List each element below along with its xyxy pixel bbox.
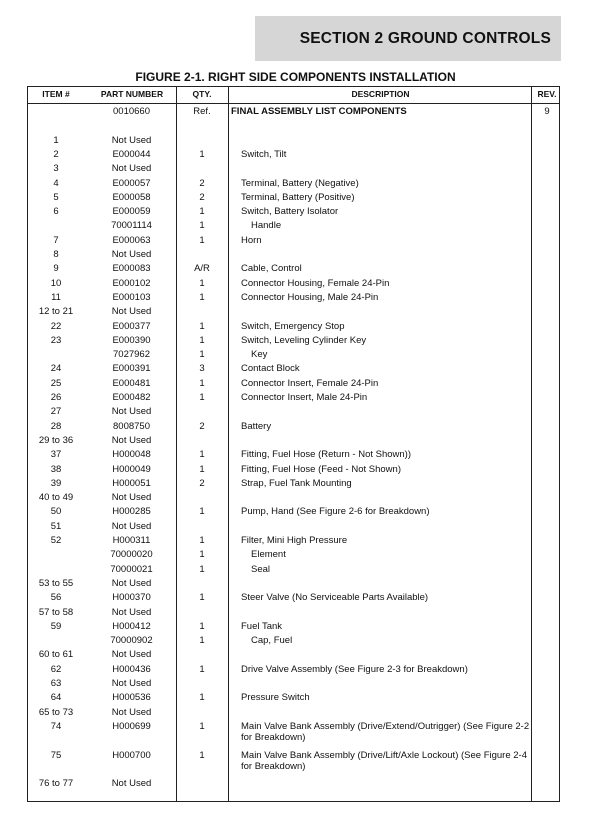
qty-cell: 1 xyxy=(199,663,205,675)
part-number-cell: Not Used xyxy=(111,577,152,589)
part-number-cell: E000103 xyxy=(112,291,151,303)
item-cell: 62 xyxy=(50,663,62,675)
description-cell: Fitting, Fuel Hose (Return - Not Shown)) xyxy=(241,449,412,461)
item-cell: 56 xyxy=(50,592,62,604)
part-number-cell: H000370 xyxy=(112,592,151,604)
part-number-cell: E000063 xyxy=(112,234,151,246)
item-cell: 37 xyxy=(50,449,62,461)
part-number-cell: 70000020 xyxy=(110,549,153,561)
item-cell: 2 xyxy=(53,148,59,160)
header-divider xyxy=(28,103,559,104)
description-cell: Element xyxy=(251,549,286,561)
description-cell: Horn xyxy=(241,234,262,246)
qty-cell: 1 xyxy=(199,563,205,575)
item-cell: 64 xyxy=(50,692,62,704)
item-cell: 60 to 61 xyxy=(38,649,74,661)
part-number-cell: Not Used xyxy=(111,649,152,661)
header-description: DESCRIPTION xyxy=(351,89,410,99)
parts-table xyxy=(27,86,560,802)
qty-cell: 2 xyxy=(199,177,205,189)
part-number-cell: E000391 xyxy=(112,363,151,375)
qty-cell: 1 xyxy=(199,635,205,647)
qty-cell: 1 xyxy=(199,148,205,160)
qty-cell: 1 xyxy=(199,220,205,232)
part-number-cell: E000390 xyxy=(112,334,151,346)
qty-cell: 1 xyxy=(199,349,205,361)
part-number-cell: Not Used xyxy=(111,706,152,718)
qty-cell: 1 xyxy=(199,592,205,604)
item-cell: 28 xyxy=(50,420,62,432)
item-cell: 23 xyxy=(50,334,62,346)
qty-cell: 1 xyxy=(199,549,205,561)
part-number-cell: Not Used xyxy=(111,406,152,418)
qty-cell: 1 xyxy=(199,749,205,761)
item-cell: 25 xyxy=(50,377,62,389)
description-cell: Terminal, Battery (Positive) xyxy=(241,191,355,203)
description-cell: Main Valve Bank Assembly (Drive/Lift/Axle Lockout) (See Figure 2-4 for Breakdown) xyxy=(241,749,527,772)
part-number-cell: E000083 xyxy=(112,263,151,275)
qty-cell: 1 xyxy=(199,277,205,289)
part-number-cell: Not Used xyxy=(111,520,152,532)
item-cell: 39 xyxy=(50,477,62,489)
qty-cell: 1 xyxy=(199,506,205,518)
part-number-cell: H000436 xyxy=(112,663,151,675)
header-rev: REV. xyxy=(537,89,557,99)
part-number-cell: E000481 xyxy=(112,377,151,389)
description-cell: Contact Block xyxy=(241,363,300,375)
qty-cell: 2 xyxy=(199,191,205,203)
part-number-cell: E000057 xyxy=(112,177,151,189)
item-cell: 38 xyxy=(50,463,62,475)
item-cell: 22 xyxy=(50,320,62,332)
item-cell: 3 xyxy=(53,163,59,175)
description-cell: Cable, Control xyxy=(241,263,302,275)
part-number-cell: Not Used xyxy=(111,492,152,504)
qty-cell: 1 xyxy=(199,720,205,732)
part-number-cell: E000482 xyxy=(112,392,151,403)
part-number-cell: Not Used xyxy=(111,778,152,790)
qty-cell: 1 xyxy=(199,463,205,475)
part-number-cell: H000412 xyxy=(112,620,151,632)
description-cell: Battery xyxy=(241,420,272,432)
item-cell: 65 to 73 xyxy=(38,706,74,718)
part-number-cell: E000377 xyxy=(112,320,151,332)
part-number-cell: 70000902 xyxy=(110,635,153,647)
description-cell: Steer Valve (No Serviceable Parts Available) xyxy=(241,592,429,604)
qty-cell: 1 xyxy=(199,206,205,218)
item-cell: 75 xyxy=(50,749,62,761)
part-number-cell: H000051 xyxy=(112,477,151,489)
qty-cell: 2 xyxy=(199,477,205,489)
description-cell: Filter, Mini High Pressure xyxy=(241,535,348,546)
qty-cell: A/R xyxy=(194,263,210,275)
part-number-cell: Not Used xyxy=(111,134,152,146)
item-cell: 40 to 49 xyxy=(38,492,74,504)
part-number-cell: 8008750 xyxy=(113,420,150,432)
header-item: ITEM # xyxy=(42,89,70,99)
header-part-number: PART NUMBER xyxy=(100,89,164,99)
item-cell: 29 to 36 xyxy=(38,434,74,446)
item-cell: 11 xyxy=(51,291,61,303)
qty-cell: 1 xyxy=(199,377,205,389)
part-number-cell: Not Used xyxy=(111,678,152,689)
part-number-cell: H000049 xyxy=(112,463,151,475)
part-number-cell: 70001114 xyxy=(111,220,152,232)
part-number-cell: Not Used xyxy=(111,606,152,618)
description-cell: Fuel Tank xyxy=(241,620,283,632)
part-number-cell: H000700 xyxy=(112,749,151,761)
part-number-cell: H000048 xyxy=(112,449,151,461)
part-number-cell: H000699 xyxy=(112,720,151,732)
part-number-cell: Not Used xyxy=(111,306,152,318)
item-cell: 63 xyxy=(50,678,62,689)
qty-cell: 1 xyxy=(199,392,205,403)
part-number-cell: E000059 xyxy=(112,206,151,218)
description-cell: Key xyxy=(251,349,268,361)
qty-cell: 1 xyxy=(199,320,205,332)
description-cell: Connector Insert, Female 24-Pin xyxy=(241,377,379,389)
section-title: SECTION 2 GROUND CONTROLS xyxy=(299,29,551,47)
qty-cell: 1 xyxy=(199,234,205,246)
rev-cell: 9 xyxy=(544,106,550,117)
part-number-cell: Not Used xyxy=(111,249,152,260)
description-cell: Handle xyxy=(251,220,282,232)
qty-cell: Ref. xyxy=(193,106,211,117)
part-number-cell: Not Used xyxy=(111,163,152,175)
part-number-cell: 0010660 xyxy=(113,106,150,117)
item-cell: 27 xyxy=(50,406,62,418)
item-cell: 74 xyxy=(50,720,62,732)
item-cell: 10 xyxy=(50,277,62,289)
column-divider xyxy=(531,87,532,801)
item-cell: 53 to 55 xyxy=(38,577,74,589)
item-cell: 5 xyxy=(53,191,59,203)
item-cell: 9 xyxy=(53,263,59,275)
part-number-cell: E000102 xyxy=(112,277,151,289)
part-number-cell: E000044 xyxy=(112,148,151,160)
column-divider xyxy=(176,87,177,801)
description-cell: Main Valve Bank Assembly (Drive/Extend/Outrigger) (See Figure 2-2 for Breakdown) xyxy=(241,720,530,743)
qty-cell: 1 xyxy=(199,620,205,632)
header-qty: QTY. xyxy=(192,89,212,99)
part-number-cell: H000285 xyxy=(112,506,151,518)
item-cell: 52 xyxy=(50,535,62,546)
description-cell: FINAL ASSEMBLY LIST COMPONENTS xyxy=(231,106,407,117)
item-cell: 50 xyxy=(50,506,62,518)
part-number-cell: E000058 xyxy=(112,191,151,203)
part-number-cell: H000311 xyxy=(112,535,151,546)
description-cell: Connector Housing, Male 24-Pin xyxy=(241,291,379,303)
qty-cell: 1 xyxy=(199,291,205,303)
qty-cell: 1 xyxy=(199,535,205,546)
item-cell: 12 to 21 xyxy=(38,306,74,318)
part-number-cell: H000536 xyxy=(112,692,151,704)
description-cell: Seal xyxy=(251,563,271,575)
item-cell: 51 xyxy=(50,520,62,532)
qty-cell: 1 xyxy=(199,449,205,461)
description-cell: Switch, Leveling Cylinder Key xyxy=(241,334,367,346)
section-banner xyxy=(255,16,561,61)
item-cell: 7 xyxy=(53,234,59,246)
description-cell: Fitting, Fuel Hose (Feed - Not Shown) xyxy=(241,463,401,475)
description-cell: Switch, Tilt xyxy=(241,148,287,160)
qty-cell: 3 xyxy=(199,363,205,375)
figure-title: FIGURE 2-1. RIGHT SIDE COMPONENTS INSTALLATION xyxy=(135,70,456,84)
item-cell: 24 xyxy=(50,363,62,375)
description-cell: Switch, Emergency Stop xyxy=(241,320,345,332)
column-divider xyxy=(228,87,229,801)
description-cell: Pump, Hand (See Figure 2-6 for Breakdown) xyxy=(241,506,430,518)
item-cell: 76 to 77 xyxy=(38,778,74,790)
description-cell: Connector Housing, Female 24-Pin xyxy=(241,277,390,289)
description-cell: Terminal, Battery (Negative) xyxy=(241,177,359,189)
description-cell: Connector Insert, Male 24-Pin xyxy=(241,392,368,403)
part-number-cell: 7027962 xyxy=(113,349,150,361)
qty-cell: 1 xyxy=(199,692,205,704)
item-cell: 1 xyxy=(53,134,59,146)
item-cell: 57 to 58 xyxy=(38,606,74,618)
item-cell: 26 xyxy=(50,392,62,403)
item-cell: 4 xyxy=(53,177,59,189)
description-cell: Cap, Fuel xyxy=(251,635,293,647)
qty-cell: 2 xyxy=(199,420,205,432)
part-number-cell: 70000021 xyxy=(110,563,153,575)
item-cell: 8 xyxy=(53,249,59,260)
item-cell: 6 xyxy=(53,206,59,218)
description-cell: Drive Valve Assembly (See Figure 2-3 for Breakdown) xyxy=(241,663,468,675)
description-cell: Switch, Battery Isolator xyxy=(241,206,339,218)
part-number-cell: Not Used xyxy=(111,434,152,446)
qty-cell: 1 xyxy=(199,334,205,346)
item-cell: 59 xyxy=(50,620,62,632)
description-cell: Strap, Fuel Tank Mounting xyxy=(241,477,352,489)
description-cell: Pressure Switch xyxy=(241,692,310,704)
